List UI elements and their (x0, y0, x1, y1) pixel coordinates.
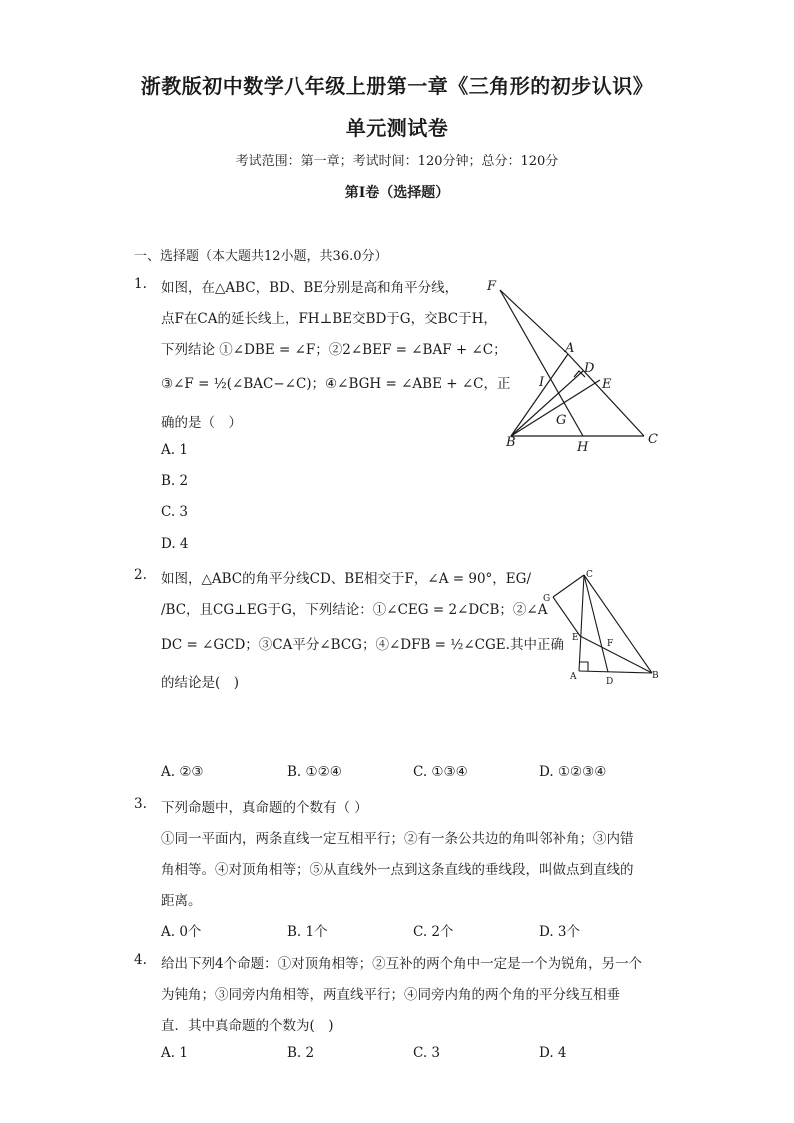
question-3-line: 下列命题中，真命题的个数有（ ） (161, 800, 368, 816)
question-2-option-a[interactable]: A. ②③ (161, 764, 204, 780)
question-1-line: ③∠F = ½(∠BAC−∠C)；④∠BGH = ∠ABE + ∠C，正 (161, 376, 511, 392)
part-heading: 第I卷（选择题） (344, 185, 450, 201)
fig2-label-D: D (606, 677, 614, 687)
question-4-line: 直．其中真命题的个数为( ) (161, 1018, 334, 1034)
question-2-line: DC = ∠GCD；③CA平分∠BCG；④∠DFB = ½∠CGE.其中正确 (161, 637, 564, 653)
fig2-label-B: B (652, 671, 659, 681)
question-2-number: 2. (134, 567, 147, 583)
question-2-line: /BC，且CG⊥EG于G，下列结论：①∠CEG = 2∠DCB；②∠A (161, 602, 548, 618)
question-2-option-c[interactable]: C. ①③④ (413, 764, 468, 780)
fig1-label-F: F (487, 279, 497, 294)
question-3-line: 角相等。④对顶角相等；⑤从直线外一点到这条直线的垂线段，叫做点到直线的 (161, 862, 634, 878)
paper-subtitle: 单元测试卷 (345, 116, 449, 140)
fig1-label-C: C (648, 432, 658, 447)
question-1-line: 点F在CA的延长线上，FH⊥BE交BD于G，交BC于H， (161, 311, 497, 327)
question-1-line: 确的是（ ） (161, 415, 242, 431)
fig1-label-D: D (584, 361, 595, 376)
question-4-option-b[interactable]: B. 2 (287, 1045, 315, 1061)
question-2-option-d[interactable]: D. ①②③④ (539, 764, 607, 780)
question-3-number: 3. (134, 796, 147, 812)
question-4-option-c[interactable]: C. 3 (413, 1045, 441, 1061)
paper-title: 浙教版初中数学八年级上册第一章《三角形的初步认识》 (140, 74, 654, 98)
question-4-line: 为钝角；③同旁内角相等，两直线平行；④同旁内角的两个角的平分线互相垂 (161, 987, 620, 1003)
question-1-line: 下列结论 ①∠DBE = ∠F；②2∠BEF = ∠BAF + ∠C； (161, 342, 507, 358)
fig1-label-I: I (539, 375, 545, 390)
question-1-option-a[interactable]: A. 1 (161, 442, 188, 458)
fig2-label-A: A (570, 672, 577, 682)
question-2-line: 如图，△ABC的角平分线CD、BE相交于F，∠A = 90°，EG/ (161, 571, 531, 587)
fig1-label-E: E (602, 377, 612, 392)
question-1-number: 1. (134, 276, 147, 292)
exam-info: 考试范围：第一章；考试时间：120分钟；总分：120分 (235, 154, 559, 169)
question-1-option-b[interactable]: B. 2 (161, 473, 189, 489)
fig1-label-H: H (577, 440, 589, 455)
section-heading: 一、选择题（本大题共12小题，共36.0分） (134, 249, 388, 264)
question-1-option-d[interactable]: D. 4 (161, 536, 189, 552)
question-3-line: 距离。 (161, 893, 202, 909)
fig2-label-F: F (607, 639, 614, 649)
question-4-number: 4. (134, 952, 147, 968)
question-3-option-d[interactable]: D. 3个 (539, 924, 581, 940)
question-4-line: 给出下列4个命题：①对顶角相等；②互补的两个角中一定是一个为锐角，另一个 (161, 956, 643, 972)
question-3-option-a[interactable]: A. 0个 (161, 924, 202, 940)
fig1-label-G: G (556, 413, 567, 428)
question-1-line: 如图，在△ABC，BD、BE分别是高和角平分线， (161, 280, 459, 296)
question-3-option-b[interactable]: B. 1个 (287, 924, 328, 940)
question-1-option-c[interactable]: C. 3 (161, 504, 189, 520)
question-2-option-b[interactable]: B. ①②④ (287, 764, 342, 780)
fig2-label-G: G (543, 594, 551, 604)
fig2-label-E: E (572, 633, 579, 643)
question-3-line: ①同一平面内，两条直线一定互相平行；②有一条公共边的角叫邻补角；③内错 (161, 831, 634, 847)
fig1-label-B: B (506, 435, 516, 450)
question-4-option-d[interactable]: D. 4 (539, 1045, 567, 1061)
fig1-label-A: A (565, 341, 575, 356)
question-4-option-a[interactable]: A. 1 (161, 1045, 188, 1061)
fig2-label-C: C (586, 570, 593, 580)
question-3-option-c[interactable]: C. 2个 (413, 924, 454, 940)
question-2-line: 的结论是( ) (161, 675, 240, 691)
